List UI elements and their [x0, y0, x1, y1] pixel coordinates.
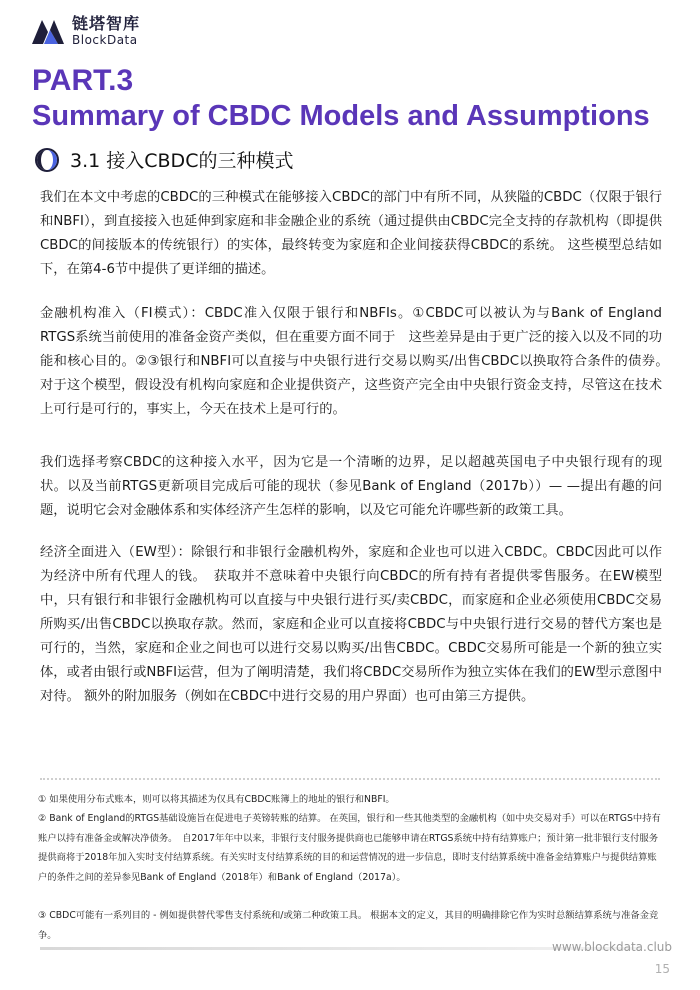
paragraph-ew-model: 经济全面进入（EW型）：除银行和非银行金融机构外，家庭和企业也可以进入CBDC。CBDC因此可以作为经济中所有代理人的钱。 获取并不意味着中央银行向CBDC的所有持有者提供零售服务。在EW模型中，只有银行和非银行金融机构可以直接与中央银行进行买/卖CBDC，而家庭和企业必须使用CBDC交易所购买/出售CBDC以换取存款。然而，家庭和企业可以直接将CBDC与中央银行进行交易的替代方案也是可行的，当然，家庭和企业之间也可以进行交易以购买/出售CBDC。CBDC交易所可能是一个新的独立实体，或者由银行或NBFI运营，但为了阐明清楚，我们将CBDC交易所作为独立实体在我们的EW型示意图中对待。 额外的附加服务（例如在CBDC中进行交易的用户界面）也可由第三方提供。 [40, 545, 662, 704]
part-label: PART.3 [32, 64, 134, 97]
footnote-2: ② Bank of England的RTGS基础设施旨在促进电子英镑转账的结算。 在英国，银行和一些其他类型的金融机构（如中央交易对手）可以在RTGS中持有账户以持有准备金或解决净债务。 自2017年年中以来，非银行支付服务提供商也已能够申请在RTGS系统中持有结算账户；预计第一批非银行支付服务提供商将于2018年加入实时支付结算系统。有关实时支付结算系统的目的和运营情况的进一步信息，即时支付结算系统中准备金结算账户与提供结算账户的条件之间的差异参见Bank of England（2018年）和Bank of England（2017a）。 [38, 813, 661, 883]
part-title: Summary of CBDC Models and Assumptions [32, 100, 650, 132]
section-title: 3.1 接入CBDC的三种模式 [70, 150, 294, 172]
blockdata-logo [30, 16, 140, 46]
page-number: 15 [654, 962, 670, 976]
logo-english-name: BlockData [72, 33, 138, 47]
footnote-divider [40, 778, 660, 780]
section-bullet-icon [34, 147, 60, 173]
footnote-1: ① 如果使用分布式账本，则可以将其描述为仅具有CBDC账簿上的地址的银行和NBFI。 [38, 794, 395, 805]
logo-chinese-name: 链塔智库 [72, 14, 141, 33]
section-heading [34, 146, 293, 173]
footnote-3: ③ CBDC可能有一系列目的 - 例如提供替代零售支付系统和/或第二种政策工具。 根据本文的定义，其目的明确排除它作为实时总额结算系统与准备金竞争。 [38, 910, 659, 941]
paragraph-fi-model: 金融机构准入（FI模式）：CBDC准入仅限于银行和NBFIs。①CBDC可以被认为与Bank of England RTGS系统当前使用的准备金资产类似，但在重要方面不同于 这些差异是由于更广泛的接入以及不同的功能和核心目的。②③银行和NBFI可以直接与中央银行进行交易以购买/出售CBDC以换取符合条件的债券。 对于这个模型，假设没有机构向家庭和企业提供资产，这些资产完全由中央银行资金支持，尽管这在技术上可行是可行的，事实上，今天在技术上是可行的。 [40, 306, 676, 417]
footer-rule [40, 947, 640, 950]
blockdata-logo-icon [30, 16, 66, 46]
paragraph-intro: 我们在本文中考虑的CBDC的三种模式在能够接入CBDC的部门中有所不同，从狭隘的CBDC（仅限于银行和NBFI），到直接接入也延伸到家庭和非金融企业的系统（通过提供由CBDC完全支持的存款机构（即提供CBDC的间接版本的传统银行）的实体，最终转变为家庭和企业间接获得CBDC的系统。 这些模型总结如下，在第4-6节中提供了更详细的描述。 [40, 190, 662, 277]
paragraph-rationale: 我们选择考察CBDC的这种接入水平，因为它是一个清晰的边界，足以超越英国电子中央银行现有的现状。以及当前RTGS更新项目完成后可能的现状（参见Bank of England（2017b））— —提出有趣的问题，说明它会对金融体系和实体经济产生怎样的影响，以及它可能允许哪些新的政策工具。 [40, 455, 662, 518]
footer-url: www.blockdata.club [552, 940, 672, 954]
